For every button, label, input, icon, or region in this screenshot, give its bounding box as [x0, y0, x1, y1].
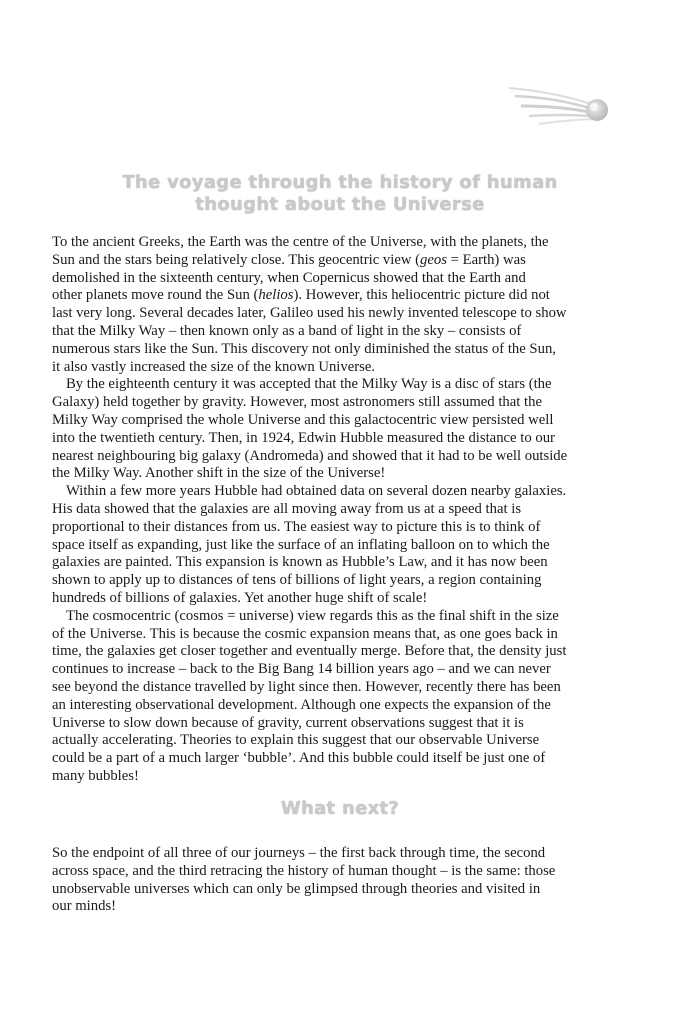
text-line: other planets move round the Sun (: [52, 287, 259, 304]
text-line: To the ancient Greeks, the Earth was the centre of the Universe, with the planets, the: [52, 234, 549, 250]
text-line: = Earth) was: [446, 251, 526, 268]
text-line: The cosmocentric (cosmos = universe) view regards this as the final shift in the size: [66, 607, 559, 624]
main-text: [52, 234, 632, 786]
paragraph-4: [52, 608, 632, 786]
text-line: So the endpoint of all three of our journeys – the first back through time, the second: [52, 845, 546, 861]
text-line: our minds!: [52, 898, 117, 915]
text-line: unobservable universes which can only be glimpsed through theories and visited in: [52, 880, 541, 897]
text-line: galaxies are painted. This expansion is known as Hubble’s Law, and it has now been: [52, 554, 548, 571]
text-line: continues to increase – back to the Big Bang 14 billion years ago – and we can never: [52, 661, 551, 678]
text-line: across space, and the third retracing the history of human thought – is the same: those: [52, 862, 556, 879]
text-line: By the eighteenth century it was accepted that the Milky Way is a disc of stars (the: [66, 376, 552, 393]
text-line: the Milky Way. Another shift in the size of the Universe!: [52, 465, 386, 482]
text-line: ). However, this heliocentric picture did not: [293, 287, 550, 304]
text-line: proportional to their distances from us. The easiest way to picture this is to think of: [52, 518, 541, 535]
what-next-heading: What next?: [280, 798, 400, 819]
italic-term: geos: [420, 251, 447, 268]
text-line: Milky Way comprised the whole Universe and this galactocentric view persisted well: [52, 411, 554, 428]
text-line: last very long. Several decades later, Galileo used his newly invented telescope to show: [52, 305, 567, 322]
text-line: His data showed that the galaxies are all moving away from us at a speed that is: [52, 500, 522, 517]
paragraph-3: [52, 483, 632, 608]
section-heading: [40, 172, 640, 216]
comet-icon: [505, 78, 615, 130]
text-line: Universe to slow down because of gravity, current observations suggest that it is: [52, 714, 524, 731]
text-line: Within a few more years Hubble had obtained data on several dozen nearby galaxies.: [66, 483, 567, 500]
text-line: that the Milky Way – then known only as a band of light in the sky – consists of: [52, 322, 522, 339]
heading-line-1: The voyage through the history of human: [122, 172, 558, 193]
paragraph-conclusion: [52, 845, 632, 916]
text-line: an interesting observational development. Although one expects the expansion of the: [52, 696, 551, 713]
text-line: into the twentieth century. Then, in 1924, Edwin Hubble measured the distance to our: [52, 429, 555, 446]
paragraph-2: [52, 376, 632, 483]
text-line: space itself as expanding, just like the surface of an inflating balloon on to which the: [52, 536, 550, 553]
text-line: of the Universe. This is because the cosmic expansion means that, as one goes back in: [52, 625, 558, 642]
text-line: actually accelerating. Theories to explain this suggest that our observable Universe: [52, 732, 540, 749]
text-line: Sun and the stars being relatively close. This geocentric view (: [52, 251, 421, 268]
italic-term: helios: [258, 287, 294, 304]
text-line: it also vastly increased the size of the known Universe.: [52, 358, 376, 375]
heading-line-2: thought about the Universe: [195, 194, 485, 215]
text-line: time, the galaxies get closer together and eventually merge. Before that, the density just: [52, 643, 567, 660]
text-line: demolished in the sixteenth century, when Copernicus showed that the Earth and: [52, 269, 526, 286]
text-line: see beyond the distance travelled by light since then. However, recently there has been: [52, 678, 561, 695]
paragraph-1: [52, 234, 632, 376]
text-line: numerous stars like the Sun. This discovery not only diminished the status of the Sun,: [52, 340, 556, 357]
conclusion-text: [52, 845, 632, 916]
text-line: many bubbles!: [52, 767, 139, 784]
text-line: could be a part of a much larger ‘bubble’. And this bubble could itself be just one of: [52, 750, 546, 767]
text-line: Galaxy) held together by gravity. However, most astronomers still assumed that the: [52, 394, 542, 411]
text-line: hundreds of billions of galaxies. Yet another huge shift of scale!: [52, 589, 428, 606]
text-line: shown to apply up to distances of tens of billions of light years, a region containing: [52, 572, 542, 589]
text-line: nearest neighbouring big galaxy (Andromeda) and showed that it had to be well outside: [52, 447, 568, 464]
